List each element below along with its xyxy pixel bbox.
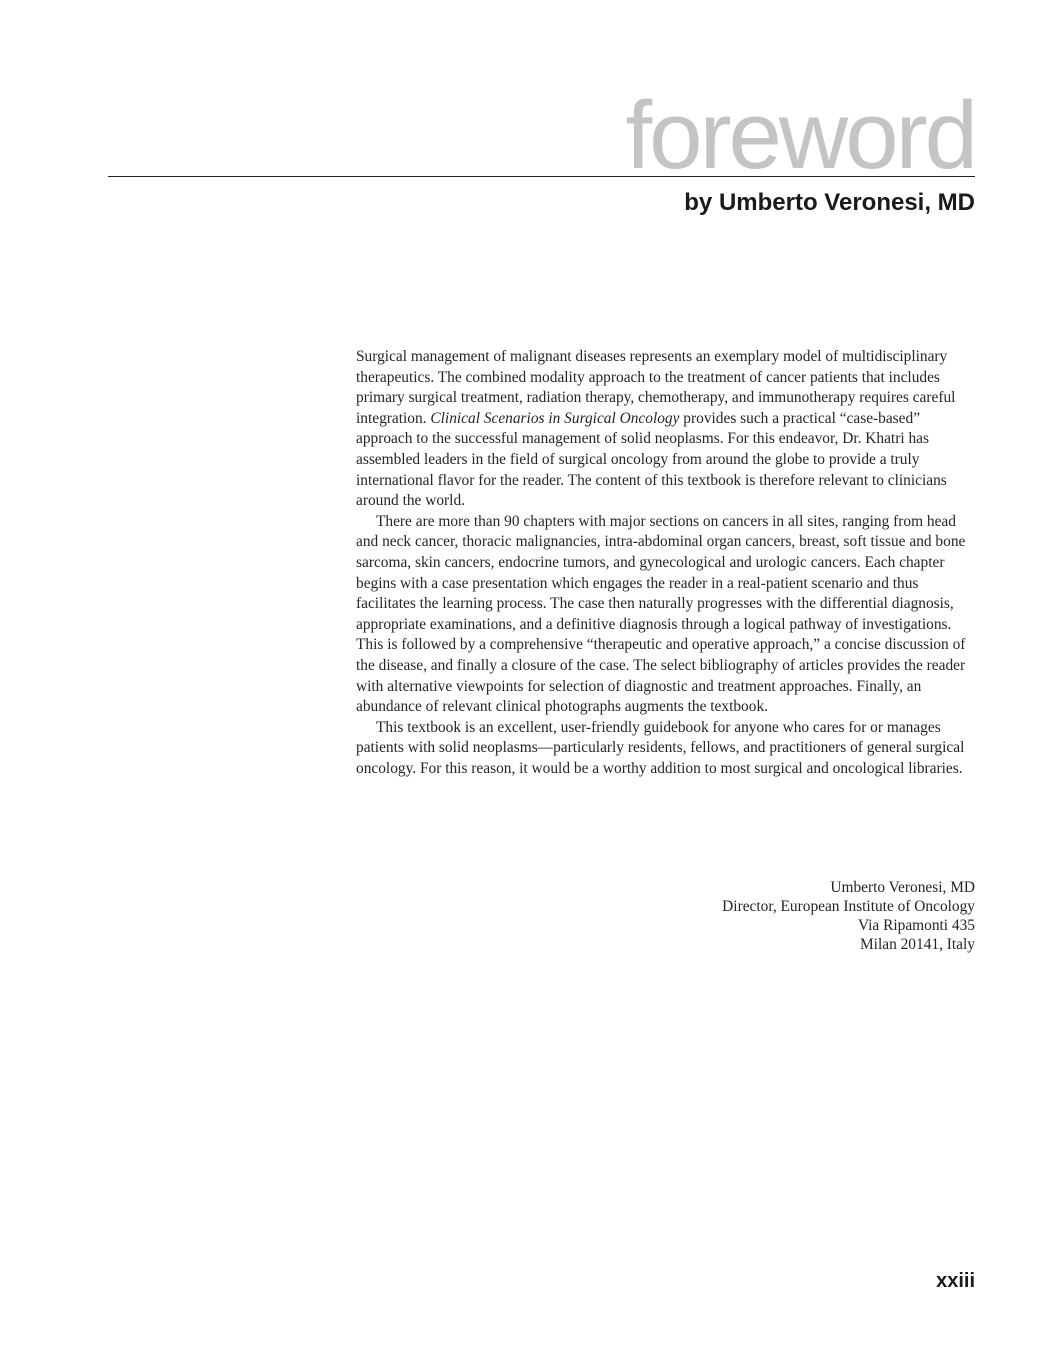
foreword-body	[356, 347, 976, 779]
paragraph-1-text-a: Surgical management of malignant diseases represents an exemplary model of multidisciplinary therapeutics. The combined modality approach to the treatment of cancer patients that includes primary surgical treatment, radiation therapy, chemotherapy, and immunotherapy requires careful integration.	[356, 348, 956, 427]
signature-street: Via Ripamonti 435	[857, 917, 975, 934]
signature-city: Milan 20141, Italy	[860, 936, 975, 953]
page-number: xxiii	[936, 1270, 975, 1292]
page-title: foreword	[625, 82, 975, 189]
book-title: Clinical Scenarios in Surgical Oncology	[430, 409, 680, 427]
paragraph-1	[356, 347, 976, 512]
paragraph-1-text-b: provides such a practical “case-based” approach to the successful management of solid neoplasms. For this endeavor, Dr. Khatri has assembled leaders in the field of surgical oncology from around the globe to provide a truly international flavor for the reader. The content of this textbook is therefore relevant to clinicians around the world.	[356, 409, 947, 510]
signature-block	[722, 878, 975, 954]
title-rule	[108, 176, 975, 177]
signature-position: Director, European Institute of Oncology	[722, 898, 975, 915]
author-byline: by Umberto Veronesi, MD	[684, 189, 975, 216]
paragraph-2: There are more than 90 chapters with major sections on cancers in all sites, ranging from head and neck cancer, thoracic malignancies, intra-abdominal organ cancers, breast, soft tissue and bone sarcoma, skin cancers, endocrine tumors, and gynecological and urologic cancers. Each chapter begins with a case presentation which engages the reader in a real-patient scenario and thus facilitates the learning process. The case then naturally progresses with the differential diagnosis, appropriate examinations, and a definitive diagnosis through a logical pathway of investigations. This is followed by a comprehensive “therapeutic and operative approach,” a concise discussion of the disease, and finally a closure of the case. The select bibliography of articles provides the reader with alternative viewpoints for selection of diagnostic and treatment approaches. Finally, an abundance of relevant clinical photographs augments the textbook.	[356, 512, 966, 716]
paragraph-3: This textbook is an excellent, user-friendly guidebook for anyone who cares for or manages patients with solid neoplasms—particularly residents, fellows, and practitioners of general surgical oncology. For this reason, it would be a worthy addition to most surgical and oncological libraries.	[356, 718, 965, 777]
signature-name: Umberto Veronesi, MD	[830, 879, 975, 896]
